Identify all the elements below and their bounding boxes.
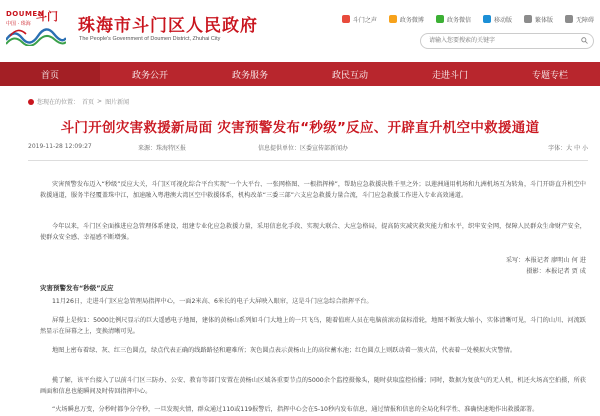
accessibility-icon (565, 15, 573, 23)
byline-photographer: 摄影：本报记者 贾 成 (526, 268, 586, 275)
paragraph-7: “火场瞬息万变，分秒时都争分夺秒，一旦发现火情，群众通过110或119报警后，指挥中心会在5-10秒内发布信息，通过情报和信息的全局化科学性、准确快速地作出救援部署。 (52, 406, 539, 413)
meta-divider (28, 160, 588, 161)
article-provider: 信息提供单位：区委宣传部新闻办 (258, 145, 349, 152)
paragraph-3: 11月26日，走进斗门区应急管理局指挥中心，一面2米高、6米长的电子大屏映入眼帘，这是斗门应急综合指挥平台。 (52, 298, 373, 305)
weibo-icon (389, 15, 397, 23)
paragraph-6: 揽了解，该平台接入了以前斗门区三防办、公安、教育等部门安置在黄杨山区域各重要节点的5000余个监控摄像头，随时获取监控拾播；同时，数据为复放气的无人机，机还火场高空拍摄，所获画面和信息也能瞬间及时传回指挥中心。 (40, 377, 586, 395)
search-input[interactable] (429, 36, 574, 46)
mobile-icon (483, 15, 491, 23)
breadcrumb-prefix: 您现在的位置： (37, 99, 80, 106)
logo-en-text: DOUMEN (6, 10, 45, 18)
paragraph-5: 地图上密布着绿、灰、红三色圆点，绿点代表正确的线路路径和避难所；灰色圆点表示黄杨山上的高位蓄水池；红色圆点上则跃动着一簇火苗，代表着一处模拟火灾警情。 (52, 347, 517, 354)
paragraph-4: 屏幕上是按1：5000比例尺显示的巨大遥感电子地图，建体的黄杨山系列如斗门大地上的一只飞鸟，随着值班人员在电脑前滚动鼠标滑轮，地图不断放大缩小，实体清晰可见，斗门的山川、河流跃然显示在屏幕之上，变换清晰可见。 (40, 317, 586, 335)
traditional-icon (524, 15, 532, 23)
nav-special-topics[interactable]: 专题专栏 (531, 70, 568, 81)
main-nav (0, 62, 600, 86)
toplink-wechat[interactable] (436, 12, 471, 26)
toplink-label: 斗门之声 (352, 16, 377, 24)
logo-cn-text: 斗门 (36, 10, 58, 23)
toplink-label: 政务微信 (446, 16, 471, 24)
search-icon[interactable] (581, 37, 588, 44)
nav-about-doumen[interactable]: 走进斗门 (431, 70, 468, 81)
nav-gov-services[interactable]: 政务服务 (231, 70, 268, 81)
article-source: 来源：珠海特区报 (138, 145, 187, 152)
article-title: 斗门开创灾害救援新局面 灾害预警发布“秒级”反应、开辟直升机空中救援通道 (60, 120, 540, 136)
breadcrumb (28, 97, 129, 106)
logo-wave-icon (6, 26, 66, 46)
nav-interaction[interactable]: 政民互动 (331, 70, 368, 81)
toplink-label: 无障碍 (575, 16, 594, 24)
toplink-label: 繁体版 (534, 16, 553, 24)
nav-gov-affairs[interactable]: 政务公开 (131, 70, 168, 81)
toplink-accessibility[interactable] (565, 12, 594, 26)
top-links (342, 12, 594, 26)
toplink-weibo[interactable] (389, 12, 424, 26)
site-title-en: The People's Government of Doumen District, Zhuhai City (79, 36, 221, 42)
breadcrumb-sep: > (97, 98, 103, 105)
wechat-icon (436, 15, 444, 23)
font-size-control[interactable]: 字体：大 中 小 (548, 145, 588, 152)
section-subheading: 灾害预警发布“秒级”反应 (40, 284, 114, 292)
byline-writer: 采写：本报记者 廖明山 何 进 (505, 257, 586, 264)
paragraph-2: 今年以来，斗门区全面推进应急管理体系建设，组建专业化应急救援力量，采用信息化手段、实现大联合、大应急格局，提高防灾减灾救灾能力和水平，织牢安全网，保障人民群众生命财产安全，使群众安全感、幸福感不断增强。 (40, 223, 586, 241)
audio-icon (342, 15, 350, 23)
toplink-mobile[interactable] (483, 12, 512, 26)
location-icon (28, 99, 34, 105)
toplink-traditional[interactable] (524, 12, 553, 26)
search-box (420, 33, 594, 49)
breadcrumb-current[interactable]: 图片新闻 (105, 99, 130, 106)
paragraph-1: 灾害预警发布迈入“秒级”反应大关，斗门区可视化综合平台实现“一个大平台、一张网格图、一根指挥棒”，帮助应急救援决胜千里之外；以莲洲通用机场和九洲机场互为转角，斗门开辟直升机空中救援通道，服务半径覆盖珠中江，加速融入粤港澳大湾区空中救援体系，机构改革“三委三部”六支应急救援力量合流，斗门应急救援工作进入专业高效通道。 (40, 181, 586, 199)
breadcrumb-home[interactable]: 首页 (82, 99, 95, 106)
logo-sub-text: 中国 · 珠海 (6, 21, 31, 27)
nav-home[interactable]: 首页 (0, 62, 100, 86)
site-header (0, 0, 600, 62)
site-logo[interactable] (6, 10, 66, 46)
toplink-voice[interactable] (342, 12, 377, 26)
article-date: 2019-11-28 12:09:27 (28, 143, 92, 150)
toplink-label: 政务微博 (399, 16, 424, 24)
site-title: 珠海市斗门区人民政府 (78, 16, 258, 36)
toplink-label: 移动版 (493, 16, 512, 24)
article-meta (28, 143, 588, 155)
